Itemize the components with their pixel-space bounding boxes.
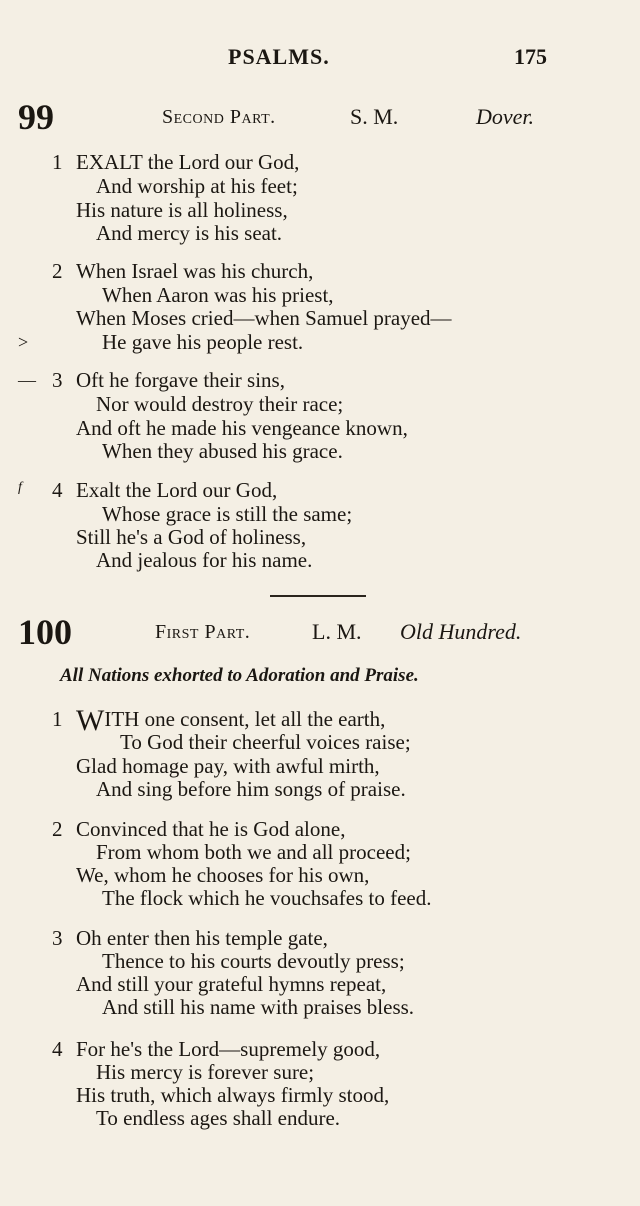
verse-line: Nor would destroy their race; xyxy=(96,392,344,416)
verse-line: And oft he made his vengeance known, xyxy=(76,416,408,440)
hymn-tune: Dover. xyxy=(476,104,535,129)
verse-line: Thence to his courts devoutly press; xyxy=(102,949,405,973)
hymn-part: First Part. xyxy=(155,621,251,643)
hymn-100-heading xyxy=(0,612,640,652)
verse-line: Convinced that he is God alone, xyxy=(76,817,346,841)
verse-line: Glad homage pay, with awful mirth, xyxy=(76,754,380,778)
page-title: PSALMS. xyxy=(228,44,330,69)
hymn-tune: Old Hundred. xyxy=(400,619,522,644)
verse-number: 2 xyxy=(52,817,63,841)
verse-line: The flock which he vouchsafes to feed. xyxy=(102,886,432,910)
verse-line: For he's the Lord—supremely good, xyxy=(76,1037,381,1061)
hymn-meter: L. M. xyxy=(312,619,362,644)
verse-line: When Aaron was his priest, xyxy=(102,283,334,307)
verse-line: To endless ages shall endure. xyxy=(96,1106,341,1130)
hymn-number: 100 xyxy=(18,612,72,652)
verse-number: 1 xyxy=(52,707,63,731)
running-header xyxy=(0,40,640,74)
verse-line: Still he's a God of holiness, xyxy=(76,525,307,549)
hymn-meter: S. M. xyxy=(350,104,399,129)
verse-line: From whom both we and all proceed; xyxy=(96,840,411,864)
section-divider xyxy=(270,595,366,597)
verse-line: He gave his people rest. xyxy=(102,330,304,354)
verse-number: 2 xyxy=(52,259,63,283)
verse-line: And worship at his feet; xyxy=(96,174,298,198)
verse-line: Exalt the Lord our God, xyxy=(76,478,278,502)
verse-number: 4 xyxy=(52,478,63,502)
verse-line: And mercy is his seat. xyxy=(96,221,283,245)
hymn-part: Second Part. xyxy=(162,106,276,128)
verse-line: EXALT the Lord our God, xyxy=(76,150,300,174)
dynamic-mark: > xyxy=(18,332,29,352)
verse-line: Oft he forgave their sins, xyxy=(76,368,285,392)
verse-line: Whose grace is still the same; xyxy=(102,502,353,526)
verse-line: His truth, which always firmly stood, xyxy=(76,1083,390,1107)
verse-line: His nature is all holiness, xyxy=(76,198,288,222)
verse-line: His mercy is forever sure; xyxy=(96,1060,315,1084)
hymn-number: 99 xyxy=(18,97,54,137)
dynamic-mark: — xyxy=(18,370,36,390)
hymn-99-heading xyxy=(0,97,640,137)
verse-line: Oh enter then his temple gate, xyxy=(76,926,328,950)
verse-line: When they abused his grace. xyxy=(102,439,343,463)
verse-number: 3 xyxy=(52,368,63,392)
hymn-subtitle: All Nations exhorted to Adoration and Praise. xyxy=(60,665,419,686)
verse-line-first xyxy=(76,704,386,737)
verse-line: And sing before him songs of praise. xyxy=(96,777,406,801)
verse-line: And still your grateful hymns repeat, xyxy=(76,972,387,996)
drop-cap: W xyxy=(76,704,105,737)
verse-number: 1 xyxy=(52,150,63,174)
verse-line-rest: ITH one consent, let all the earth, xyxy=(104,707,386,731)
verse-number: 4 xyxy=(52,1037,63,1061)
verse-line: And jealous for his name. xyxy=(96,548,313,572)
dynamic-mark: f xyxy=(18,480,22,495)
page-number: 175 xyxy=(514,44,547,69)
verse-line: When Israel was his church, xyxy=(76,259,314,283)
verse-line: We, whom he chooses for his own, xyxy=(76,863,370,887)
verse-line: To God their cheerful voices raise; xyxy=(120,730,411,754)
verse-number: 3 xyxy=(52,926,63,950)
verse-line: When Moses cried—when Samuel prayed— xyxy=(76,306,452,330)
verse-line: And still his name with praises bless. xyxy=(102,995,415,1019)
